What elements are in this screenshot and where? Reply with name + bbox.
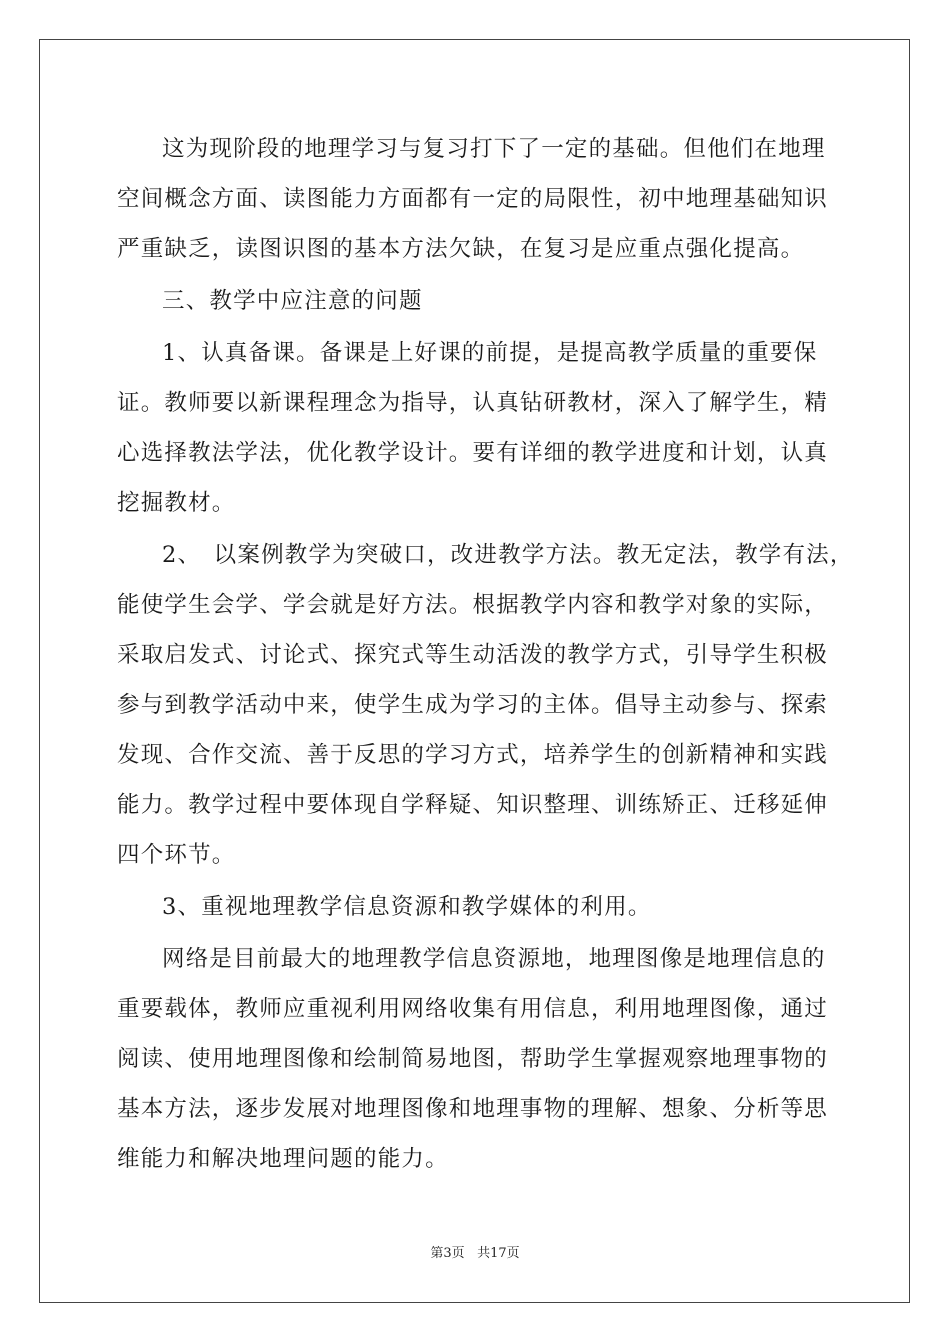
body-line: 重要载体，教师应重视利用网络收集有用信息，利用地理图像，通过 xyxy=(117,996,829,1022)
body-line: 心选择教法学法，优化教学设计。要有详细的教学进度和计划，认真 xyxy=(117,440,829,466)
body-line: 参与到教学活动中来，使学生成为学习的主体。倡导主动参与、探索 xyxy=(117,692,829,718)
body-line: 采取启发式、讨论式、探究式等生动活泼的教学方式，引导学生积极 xyxy=(117,642,829,668)
body-line: 严重缺乏，读图识图的基本方法欠缺，在复习是应重点强化提高。 xyxy=(117,236,805,262)
body-line: 2、 以案例教学为突破口，改进教学方法。教无定法，教学有法， xyxy=(162,542,854,568)
body-line: 1、认真备课。备课是上好课的前提，是提高教学质量的重要保 xyxy=(162,340,818,366)
body-line: 空间概念方面、读图能力方面都有一定的局限性，初中地理基础知识 xyxy=(117,186,829,212)
page-total: 共17页 xyxy=(477,1246,520,1261)
body-line: 3、重视地理教学信息资源和教学媒体的利用。 xyxy=(162,894,652,920)
page-number: 第3页 xyxy=(430,1246,465,1261)
body-line: 挖掘教材。 xyxy=(117,490,236,516)
body-line: 发现、合作交流、善于反思的学习方式，培养学生的创新精神和实践 xyxy=(117,742,829,768)
body-line: 四个环节。 xyxy=(117,842,236,868)
body-line: 基本方法，逐步发展对地理图像和地理事物的理解、想象、分析等思 xyxy=(117,1096,829,1122)
body-line: 能使学生会学、学会就是好方法。根据教学内容和教学对象的实际， xyxy=(117,592,829,618)
body-line: 能力。教学过程中要体现自学释疑、知识整理、训练矫正、迁移延伸 xyxy=(117,792,829,818)
body-line: 网络是目前最大的地理教学信息资源地，地理图像是地理信息的 xyxy=(162,946,826,972)
body-line: 这为现阶段的地理学习与复习打下了一定的基础。但他们在地理 xyxy=(162,136,826,162)
section-heading: 三、教学中应注意的问题 xyxy=(162,288,423,314)
body-line: 证。教师要以新课程理念为指导，认真钻研教材，深入了解学生，精 xyxy=(117,390,829,416)
body-line: 维能力和解决地理问题的能力。 xyxy=(117,1146,449,1172)
body-line: 阅读、使用地理图像和绘制简易地图，帮助学生掌握观察地理事物的 xyxy=(117,1046,829,1072)
page-footer xyxy=(0,1245,950,1263)
